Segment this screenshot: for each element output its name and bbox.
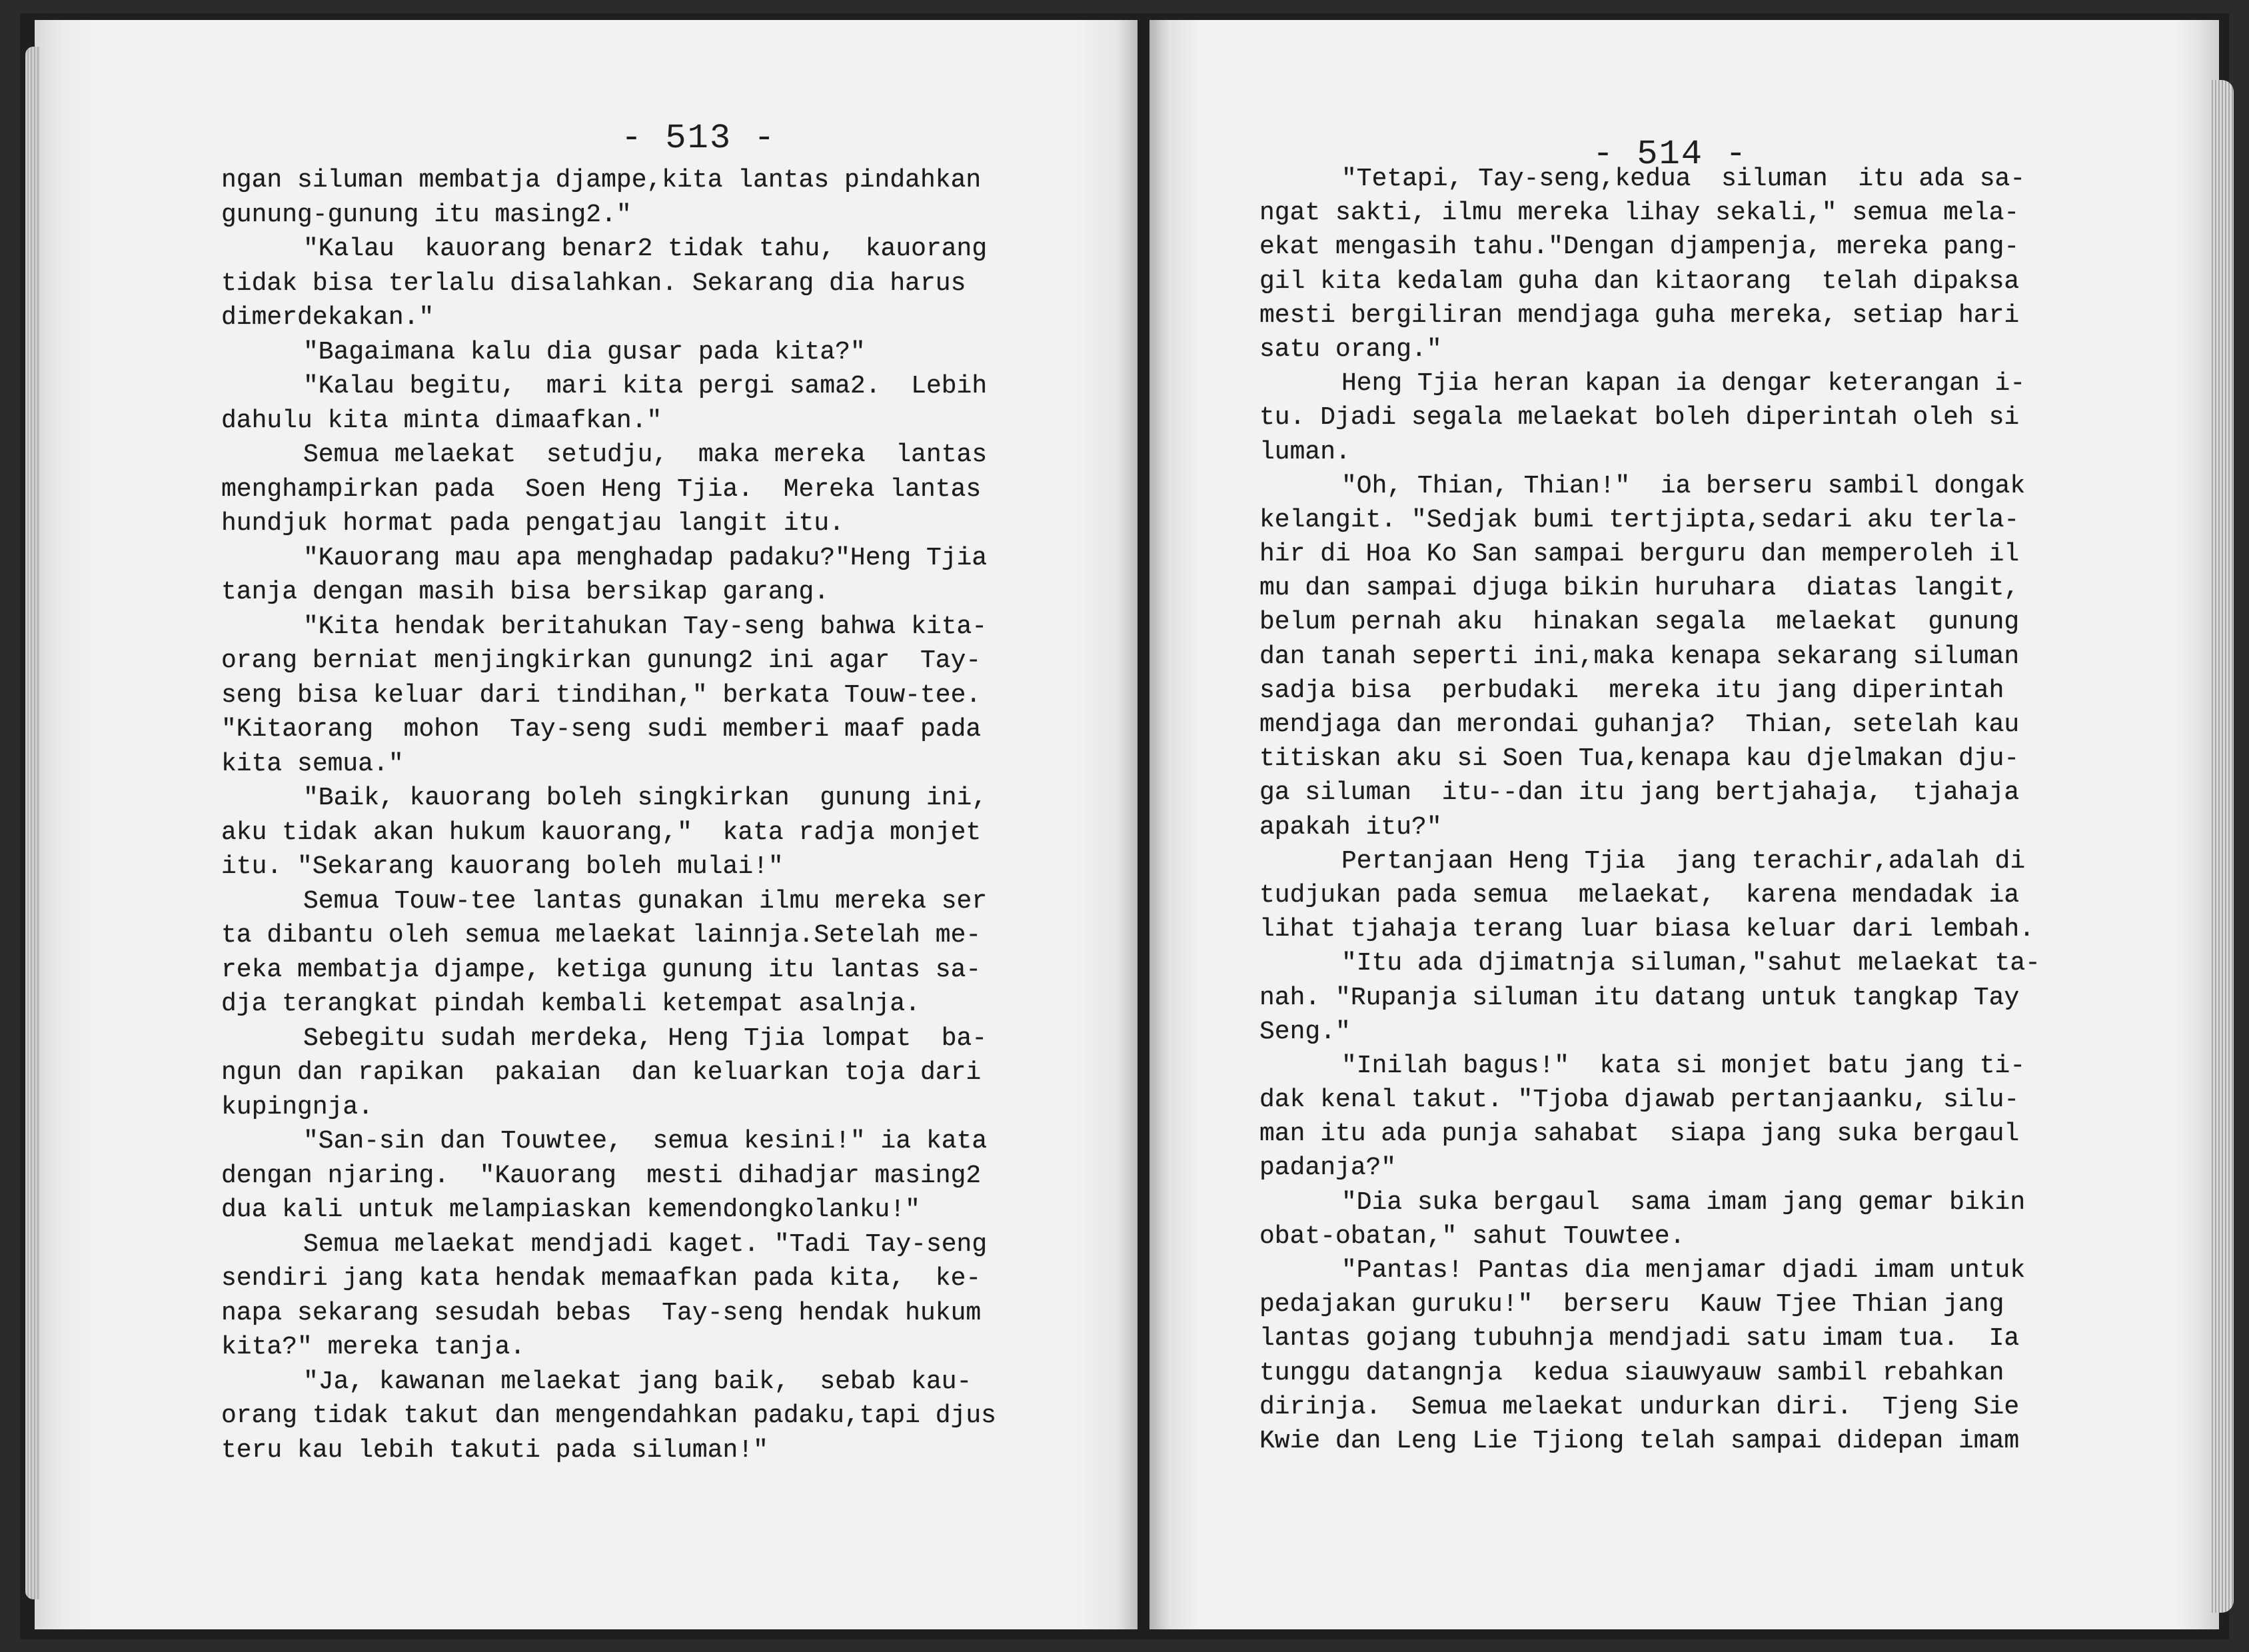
- text-line: hir di Hoa Ko San sampai berguru dan memperoleh il: [1259, 540, 2020, 569]
- text-line: "Itu ada djimatnja siluman,"sahut melaekat ta-: [1341, 949, 2040, 978]
- text-line: man itu ada punja sahabat siapa jang suka bergaul: [1259, 1120, 2020, 1149]
- text-line: "Pantas! Pantas dia menjamar djadi imam untuk: [1341, 1256, 2026, 1285]
- text-line: ta dibantu oleh semua melaekat lainnja.Setelah me-: [221, 921, 982, 950]
- text-line: menghampirkan pada Soen Heng Tjia. Mereka lantas: [221, 474, 982, 504]
- text-line: "Kalau kauorang benar2 tidak tahu, kauorang: [303, 235, 988, 263]
- left-page: [35, 20, 1137, 1629]
- text-line: Semua melaekat mendjadi kaget. "Tadi Tay-seng: [303, 1230, 988, 1259]
- text-line: titiskan aku si Soen Tua,kenapa kau djelmakan dju-: [1259, 744, 2020, 774]
- text-line: "Ja, kawanan melaekat jang baik, sebab kau-: [303, 1367, 972, 1396]
- text-line: aku tidak akan hukum kauorang," kata radja monjet: [221, 818, 982, 847]
- text-line: belum pernah aku hinakan segala melaekat gunung: [1259, 608, 2020, 637]
- text-line: dahulu kita minta dimaafkan.": [221, 406, 662, 435]
- text-line: lantas gojang tubuhnja mendjadi satu imam tua. Ia: [1259, 1324, 2020, 1353]
- text-line: Pertanjaan Heng Tjia jang terachir,adalah di: [1341, 846, 2026, 876]
- text-line: apakah itu?": [1259, 812, 1442, 842]
- text-line: mu dan sampai djuga bikin huruhara diatas langit,: [1259, 574, 2020, 603]
- text-line: "Baik, kauorang boleh singkirkan gunung ini,: [303, 784, 988, 812]
- text-line: ga siluman itu--dan itu jang bertjahaja, tjahaja: [1259, 778, 2020, 808]
- text-line: Semua Touw-tee lantas gunakan ilmu mereka ser: [303, 886, 988, 916]
- text-line: ngun dan rapikan pakaian dan keluarkan toja dari: [221, 1058, 982, 1087]
- text-line: tu. Djadi segala melaekat boleh diperintah oleh si: [1259, 403, 2020, 432]
- left-page-text: [221, 163, 1074, 1467]
- text-line: tudjukan pada semua melaekat, karena mendadak ia: [1259, 880, 2020, 910]
- text-line: itu. "Sekarang kauorang boleh mulai!": [221, 852, 784, 881]
- text-line: dua kali untuk melampiaskan kemendongkolanku!": [221, 1196, 920, 1224]
- text-line: seng bisa keluar dari tindihan," berkata Touw-tee.: [221, 680, 982, 710]
- text-line: "Dia suka bergaul sama imam jang gemar bikin: [1341, 1188, 2026, 1217]
- text-line: "Kalau begitu, mari kita pergi sama2. Lebih: [303, 372, 988, 401]
- text-line: "Bagaimana kalu dia gusar pada kita?": [303, 337, 866, 367]
- text-line: Sebegitu sudah merdeka, Heng Tjia lompat ba-: [303, 1024, 988, 1053]
- text-line: ngat sakti, ilmu mereka lihay sekali," semua mela-: [1259, 199, 2020, 228]
- text-line: luman.: [1259, 437, 1351, 466]
- text-line: tidak bisa terlalu disalahkan. Sekarang dia harus: [221, 269, 966, 298]
- text-line: gil kita kedalam guha dan kitaorang telah dipaksa: [1259, 267, 2020, 296]
- text-line: satu orang.": [1259, 335, 1442, 364]
- text-line: dja terangkat pindah kembali ketempat asalnja.: [221, 990, 920, 1018]
- text-line: napa sekarang sesudah bebas Tay-seng hendak hukum: [221, 1298, 982, 1327]
- text-line: dimerdekakan.": [221, 303, 434, 332]
- text-line: "Kitaorang mohon Tay-seng sudi memberi maaf pada: [221, 715, 982, 744]
- text-line: Semua melaekat setudju, maka mereka lantas: [303, 440, 988, 469]
- text-line: Seng.": [1259, 1017, 1351, 1046]
- text-line: mesti bergiliran mendjaga guha mereka, setiap hari: [1259, 301, 2020, 330]
- right-page-text: [1259, 162, 2112, 1458]
- text-line: kita semua.": [221, 749, 404, 778]
- text-line: dan tanah seperti ini,maka kenapa sekarang siluman: [1259, 642, 2020, 671]
- text-line: lihat tjahaja terang luar biasa keluar dari lembah.: [1259, 915, 2034, 944]
- text-line: padanja?": [1259, 1154, 1397, 1183]
- text-line: sadja bisa perbudaki mereka itu jang diperintah: [1259, 676, 2004, 705]
- text-line: "Tetapi, Tay-seng,kedua siluman itu ada sa-: [1341, 165, 2026, 193]
- text-line: obat-obatan," sahut Touwtee.: [1259, 1222, 1685, 1251]
- text-line: nah. "Rupanja siluman itu datang untuk tangkap Tay: [1259, 983, 2020, 1012]
- text-line: "Kita hendak beritahukan Tay-seng bahwa kita-: [303, 612, 988, 641]
- text-line: reka membatja djampe, ketiga gunung itu lantas sa-: [221, 955, 982, 984]
- text-line: "San-sin dan Touwtee, semua kesini!" ia kata: [303, 1127, 988, 1156]
- text-line: ekat mengasih tahu."Dengan djampenja, mereka pang-: [1259, 233, 2020, 262]
- text-line: Heng Tjia heran kapan ia dengar keterangan i-: [1341, 369, 2026, 399]
- text-line: hundjuk hormat pada pengatjau langit itu.: [221, 509, 844, 538]
- right-page-number: - 514 -: [1593, 135, 1748, 174]
- text-line: orang tidak takut dan mengendahkan padaku,tapi djus: [221, 1401, 996, 1430]
- text-line: dengan njaring. "Kauorang mesti dihadjar masing2: [221, 1161, 982, 1190]
- text-line: Kwie dan Leng Lie Tjiong telah sampai didepan imam: [1259, 1426, 2020, 1455]
- text-line: "Inilah bagus!" kata si monjet batu jang ti-: [1341, 1051, 2026, 1080]
- text-line: kupingnja.: [221, 1092, 374, 1122]
- text-line: "Kauorang mau apa menghadap padaku?"Heng Tjia: [303, 543, 988, 572]
- text-line: gunung-gunung itu masing2.": [221, 200, 632, 229]
- right-page-stack-edge: [2210, 80, 2234, 1613]
- text-line: kelangit. "Sedjak bumi tertjipta,sedari aku terla-: [1259, 505, 2020, 534]
- open-book: [20, 13, 2229, 1639]
- text-line: dak kenal takut. "Tjoba djawab pertanjaanku, silu-: [1259, 1086, 2020, 1115]
- text-line: teru kau lebih takuti pada siluman!": [221, 1435, 768, 1465]
- text-line: ngan siluman membatja djampe,kita lantas pindahkan: [221, 166, 982, 195]
- left-page-stack-edge: [25, 47, 40, 1599]
- text-line: orang berniat menjingkirkan gunung2 ini agar Tay-: [221, 646, 982, 675]
- text-line: tanja dengan masih bisa bersikap garang.: [221, 578, 830, 606]
- left-page-number: - 513 -: [621, 119, 776, 158]
- text-line: tunggu datangnja kedua siauwyauw sambil rebahkan: [1259, 1358, 2004, 1387]
- text-line: "Oh, Thian, Thian!" ia berseru sambil dongak: [1341, 471, 2026, 500]
- text-line: kita?" mereka tanja.: [221, 1333, 526, 1361]
- text-line: sendiri jang kata hendak memaafkan pada kita, ke-: [221, 1264, 982, 1293]
- text-line: pedajakan guruku!" berseru Kauw Tjee Thian jang: [1259, 1290, 2004, 1319]
- right-page: [1149, 20, 2219, 1629]
- text-line: dirinja. Semua melaekat undurkan diri. Tjeng Sie: [1259, 1392, 2020, 1421]
- text-line: mendjaga dan merondai guhanja? Thian, setelah kau: [1259, 710, 2020, 739]
